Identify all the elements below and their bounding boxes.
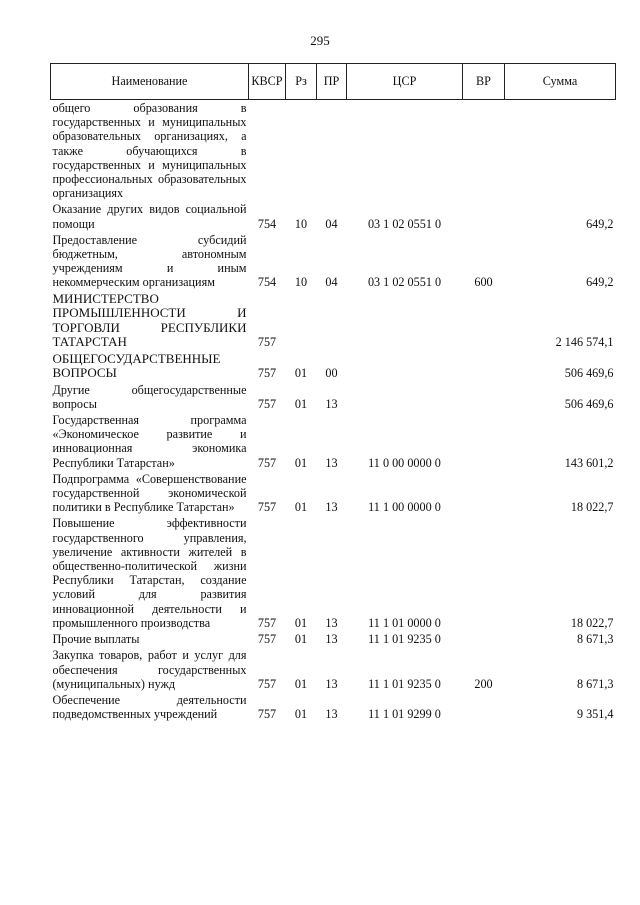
row-vr: 200 bbox=[474, 676, 493, 691]
row-kvsr: 757 bbox=[257, 615, 277, 630]
row-vr bbox=[463, 291, 505, 351]
row-csr: 03 1 02 0551 0 bbox=[367, 275, 442, 290]
row-name: Подпрограмма «Совершенствование государственной экономической политики в Республике Татарстан» bbox=[52, 471, 247, 515]
header-rz: Рз bbox=[286, 64, 317, 100]
row-name: Предоставление субсидий бюджетным, автономным учреждениям и иным некоммерческим организациям bbox=[52, 232, 247, 290]
row-csr: 11 0 00 0000 0 bbox=[368, 455, 441, 470]
table-row bbox=[51, 291, 616, 351]
row-csr: 11 1 00 0000 0 bbox=[368, 500, 441, 515]
row-vr bbox=[463, 201, 505, 231]
header-vr: ВР bbox=[463, 64, 505, 100]
row-rz: 01 bbox=[294, 396, 308, 411]
row-rz: 10 bbox=[294, 275, 308, 290]
row-sum bbox=[505, 100, 616, 202]
row-vr bbox=[463, 412, 505, 471]
row-vr: 600 bbox=[474, 275, 493, 290]
row-csr bbox=[347, 351, 463, 382]
row-csr bbox=[347, 382, 463, 412]
row-sum: 649,2 bbox=[586, 216, 614, 231]
row-rz: 10 bbox=[294, 216, 308, 231]
row-rz bbox=[286, 291, 317, 351]
row-pr: 13 bbox=[325, 676, 338, 691]
row-sum: 8 671,3 bbox=[576, 632, 614, 647]
row-csr bbox=[347, 291, 463, 351]
row-pr bbox=[317, 100, 347, 202]
row-pr: 00 bbox=[325, 366, 338, 381]
header-sum: Сумма bbox=[505, 64, 616, 100]
row-vr bbox=[463, 382, 505, 412]
table-row bbox=[51, 692, 616, 722]
row-sum: 18 022,7 bbox=[570, 500, 614, 515]
row-pr: 13 bbox=[325, 632, 338, 647]
row-sum: 649,2 bbox=[586, 275, 614, 290]
row-rz bbox=[286, 100, 317, 202]
table-row bbox=[51, 515, 616, 631]
budget-table bbox=[50, 63, 616, 722]
table-row bbox=[51, 647, 616, 692]
row-kvsr: 754 bbox=[257, 216, 277, 231]
row-name: Оказание других видов социальной помощи bbox=[52, 202, 247, 231]
row-rz: 01 bbox=[294, 615, 308, 630]
header-name: Наименование bbox=[51, 64, 249, 100]
row-csr: 11 1 01 9299 0 bbox=[368, 707, 441, 722]
row-kvsr: 757 bbox=[257, 676, 277, 691]
row-rz: 01 bbox=[294, 500, 308, 515]
row-vr bbox=[463, 351, 505, 382]
row-sum: 9 351,4 bbox=[576, 707, 614, 722]
row-sum: 2 146 574,1 bbox=[555, 335, 614, 350]
row-pr: 04 bbox=[325, 216, 338, 231]
row-name: ОБЩЕГОСУДАРСТВЕННЫЕ ВОПРОСЫ bbox=[52, 350, 221, 381]
row-vr bbox=[463, 692, 505, 722]
row-name: МИНИСТЕРСТВО ПРОМЫШЛЕННОСТИ И ТОРГОВЛИ РЕСПУБЛИКИ ТАТАРСТАН bbox=[52, 290, 247, 350]
row-pr bbox=[317, 291, 347, 351]
row-kvsr: 757 bbox=[257, 632, 277, 647]
row-sum: 143 601,2 bbox=[564, 455, 614, 470]
table-row bbox=[51, 351, 616, 382]
row-pr: 13 bbox=[325, 707, 338, 722]
row-vr bbox=[463, 515, 505, 631]
row-kvsr: 757 bbox=[257, 707, 277, 722]
row-name: общего образования в государственных и муниципальных образовательных организациях, а также обучающихся в государственных и муниципальных профессиональных образовательных организациях bbox=[52, 101, 247, 201]
row-kvsr: 757 bbox=[257, 366, 277, 381]
row-pr: 13 bbox=[325, 455, 338, 470]
row-name: Обеспечение деятельности подведомственных учреждений bbox=[52, 692, 247, 722]
row-rz: 01 bbox=[294, 707, 308, 722]
row-kvsr: 757 bbox=[257, 335, 277, 350]
header-csr: ЦСР bbox=[347, 64, 463, 100]
row-name: Повышение эффективности государственного управления, увеличение активности жителей в общественно-политической жизни Республики Татарстан, создание условий для развития инновационной деятельности и промышленного производства bbox=[52, 516, 247, 630]
row-kvsr: 757 bbox=[257, 455, 277, 470]
row-vr bbox=[463, 100, 505, 202]
row-pr: 13 bbox=[325, 615, 338, 630]
row-pr: 13 bbox=[325, 396, 338, 411]
table-row bbox=[51, 631, 616, 647]
table-row bbox=[51, 232, 616, 291]
row-name: Другие общегосударственные вопросы bbox=[52, 382, 247, 411]
row-csr: 11 1 01 0000 0 bbox=[368, 615, 441, 630]
row-rz: 01 bbox=[294, 366, 308, 381]
page-number: 295 bbox=[310, 33, 330, 48]
row-csr: 11 1 01 9235 0 bbox=[368, 632, 441, 647]
header-kvsr: КВСР bbox=[249, 64, 286, 100]
row-csr: 11 1 01 9235 0 bbox=[368, 676, 441, 691]
row-name: Закупка товаров, работ и услуг для обеспечения государственных (муниципальных) нужд bbox=[52, 648, 247, 691]
table-header-row bbox=[51, 64, 616, 100]
row-kvsr: 757 bbox=[257, 500, 277, 515]
row-name: Государственная программа «Экономическое развитие и инновационная экономика Республики Татарстан» bbox=[52, 413, 247, 470]
row-kvsr bbox=[249, 100, 286, 202]
row-pr: 04 bbox=[325, 275, 338, 290]
row-sum: 18 022,7 bbox=[570, 615, 614, 630]
row-sum: 8 671,3 bbox=[576, 676, 614, 691]
row-sum: 506 469,6 bbox=[564, 366, 614, 381]
row-rz: 01 bbox=[294, 455, 308, 470]
row-sum: 506 469,6 bbox=[564, 396, 614, 411]
row-kvsr: 757 bbox=[257, 396, 277, 411]
header-pr: ПР bbox=[317, 64, 347, 100]
table-row bbox=[51, 100, 616, 202]
table-row bbox=[51, 382, 616, 412]
table-row bbox=[51, 412, 616, 471]
row-kvsr: 754 bbox=[257, 275, 277, 290]
row-vr bbox=[463, 471, 505, 516]
row-pr: 13 bbox=[325, 500, 338, 515]
row-rz: 01 bbox=[294, 676, 308, 691]
row-rz: 01 bbox=[294, 632, 308, 647]
table-row bbox=[51, 201, 616, 231]
row-vr bbox=[463, 631, 505, 647]
row-csr: 03 1 02 0551 0 bbox=[367, 216, 442, 231]
table-row bbox=[51, 471, 616, 516]
row-csr bbox=[347, 100, 463, 202]
row-name: Прочие выплаты bbox=[52, 632, 140, 647]
